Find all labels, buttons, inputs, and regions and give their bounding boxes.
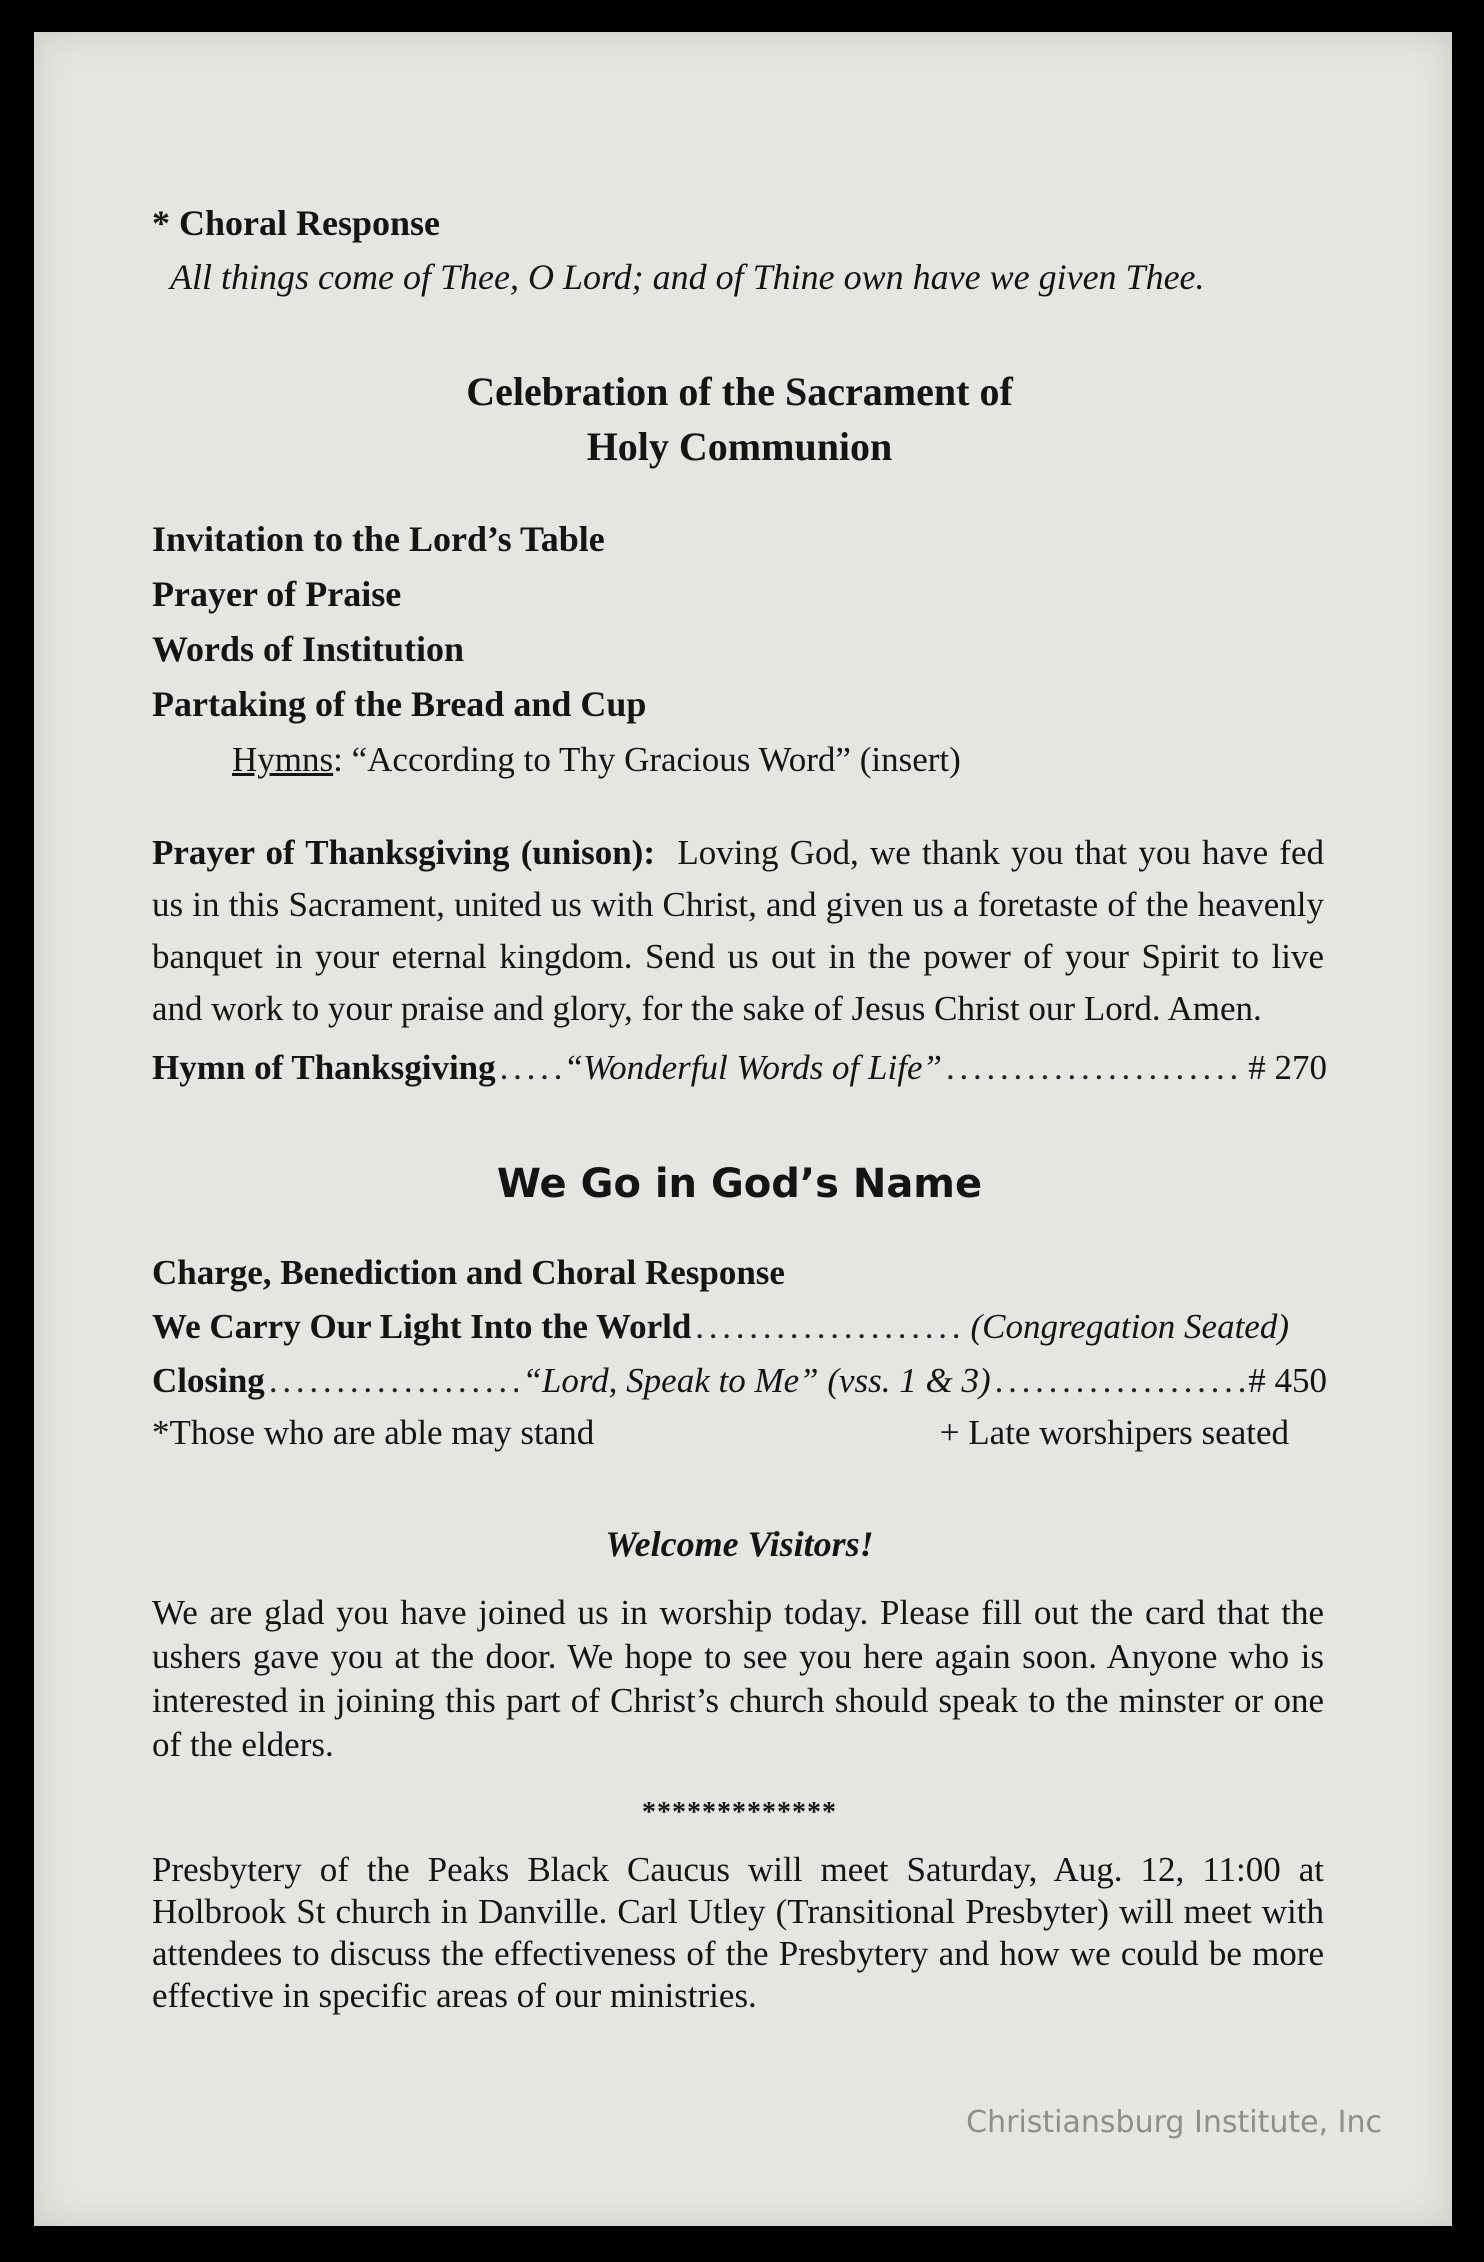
hymn-of-thanksgiving-title: “Wonderful Words of Life” <box>563 1048 942 1088</box>
welcome-heading: Welcome Visitors! <box>605 1524 874 1565</box>
closing-hymn-number: # 450 <box>1248 1360 1328 1400</box>
leader-dots <box>946 1045 1244 1091</box>
carry-light-label: We Carry Our Light Into the World <box>152 1307 692 1347</box>
leader-dots <box>500 1045 560 1091</box>
thanksgiving-label: Prayer of Thanksgiving (unison): <box>152 833 655 873</box>
hymns-text: : “According to Thy Gracious Word” (insert) <box>333 740 961 780</box>
sacrament-heading-line1: Celebration of the Sacrament of <box>466 369 1013 414</box>
charge-benediction-item: Charge, Benediction and Choral Response <box>152 1253 785 1293</box>
caucus-announcement: Presbytery of the Peaks Black Caucus will meet Saturday, Aug. 12, 11:00 at Holbrook St church in Danville. Carl Utley (Transitional Presbyter) will meet with attendees to discuss the effectiveness of the Presbytery and how we could be more effective in specific areas of our ministries. <box>152 1850 1324 2016</box>
closing-hymn-row <box>152 1358 1327 1404</box>
sacrament-item-invitation: Invitation to the Lord’s Table <box>152 519 605 560</box>
sacrament-heading <box>152 364 1327 474</box>
late-worshipers-note: + Late worshipers seated <box>939 1413 1289 1453</box>
sacrament-item-partaking: Partaking of the Bread and Cup <box>152 684 647 725</box>
sacrament-order-list <box>152 512 1327 787</box>
hymn-of-thanksgiving-number: # 270 <box>1248 1048 1327 1088</box>
hymns-label: Hymns <box>232 740 334 780</box>
prayer-of-thanksgiving <box>152 827 1324 1035</box>
closing-label: Closing <box>152 1360 265 1400</box>
section-divider: ************* <box>642 1797 837 1829</box>
bulletin-sheet <box>34 32 1452 2226</box>
hymn-of-thanksgiving-label: Hymn of Thanksgiving <box>152 1048 496 1088</box>
hymn-of-thanksgiving-row <box>152 1045 1327 1091</box>
go-heading: We Go in God’s Name <box>496 1160 983 1207</box>
welcome-text: We are glad you have joined us in worship today. Please fill out the card that the ushers gave you at the door. We hope to see you here again soon. Anyone who is interested in joining this part of Christ’s church should speak to the minster or one of the elders. <box>152 1593 1324 1765</box>
carry-light-row <box>152 1304 1289 1350</box>
choral-response-heading: * Choral Response <box>152 203 441 243</box>
watermark: Christiansburg Institute, Inc <box>966 2105 1382 2140</box>
sending-order-list <box>152 1252 1327 1453</box>
closing-hymn-title: “Lord, Speak to Me” (vss. 1 & 3) <box>522 1360 991 1400</box>
thanksgiving-text: Loving God, we thank you that you have fed us in this Sacrament, united us with Christ, and given us a foretaste of the heavenly banquet in your eternal kingdom. Send us out in the power of your Spirit to live and work to your praise and glory, for the sake of Jesus Christ our Lord. Amen. <box>152 833 1325 1029</box>
choral-response-text: All things come of Thee, O Lord; and of Thine own have we given Thee. <box>170 257 1205 297</box>
congregation-seated-note: (Congregation Seated) <box>970 1307 1289 1347</box>
communion-hymns-line <box>232 732 1327 787</box>
bulletin-page <box>152 202 1327 2017</box>
stand-note: *Those who are able may stand <box>152 1413 595 1453</box>
sacrament-item-words-of-institution: Words of Institution <box>152 629 465 670</box>
leader-dots <box>695 1304 966 1350</box>
sacrament-item-prayer-of-praise: Prayer of Praise <box>152 574 402 615</box>
worship-notes <box>152 1413 1289 1453</box>
leader-dots <box>995 1358 1245 1404</box>
leader-dots <box>269 1358 519 1404</box>
sacrament-heading-line2: Holy Communion <box>586 424 893 470</box>
